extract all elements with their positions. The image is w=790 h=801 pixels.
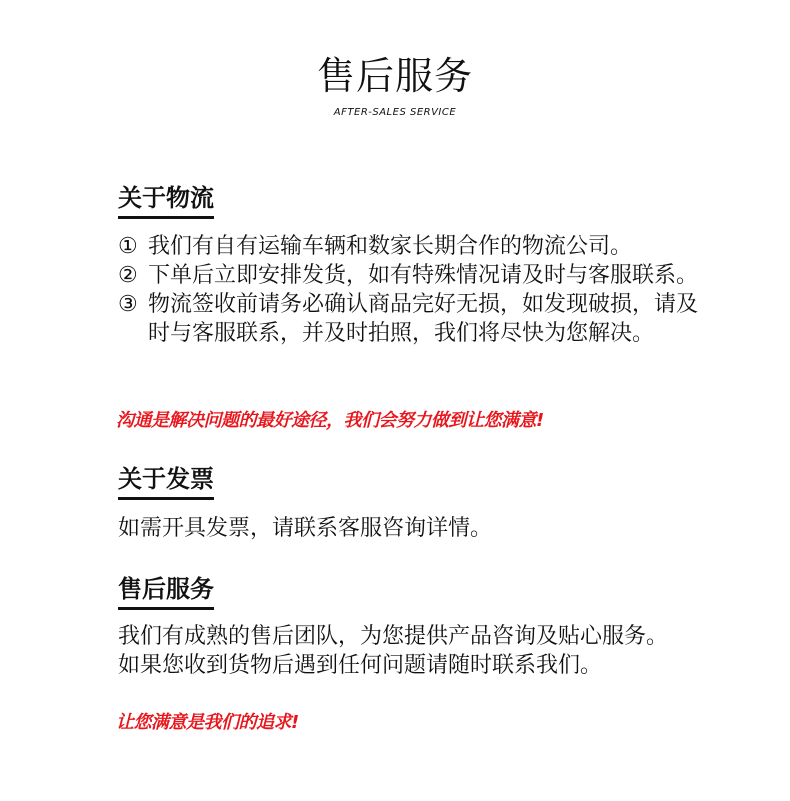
list-item-number: ② [118, 263, 138, 288]
list-item-text: 我们有自有运输车辆和数家长期合作的物流公司。 [148, 234, 633, 259]
aftersales-heading: 售后服务 [118, 574, 214, 610]
page-subtitle: AFTER-SALES SERVICE [333, 107, 457, 118]
list-item [118, 261, 718, 290]
list-item-text: 下单后立即安排发货，如有特殊情况请及时与客服联系。 [148, 263, 699, 288]
page-title: 售后服务 [316, 54, 473, 98]
list-item-text: 物流签收前请务必确认商品完好无损，如发现破损，请及时与客服联系，并及时拍照，我们将尽快为您解决。 [148, 292, 699, 346]
logistics-list [118, 232, 718, 348]
invoice-heading: 关于发票 [118, 464, 214, 500]
list-item [118, 232, 718, 261]
aftersales-text: 我们有成熟的售后团队，为您提供产品咨询及贴心服务。如果您收到货物后遇到任何问题请随时联系我们。 [118, 624, 669, 678]
logistics-note: 沟通是解决问题的最好途径，我们会努力做到让您满意! [116, 410, 544, 431]
list-item-number: ③ [118, 292, 138, 317]
invoice-text: 如需开具发票，请联系客服咨询详情。 [118, 516, 493, 541]
logistics-heading: 关于物流 [118, 183, 214, 219]
list-item [118, 290, 718, 348]
list-item-number: ① [118, 234, 138, 259]
aftersales-note: 让您满意是我们的追求! [116, 712, 299, 733]
